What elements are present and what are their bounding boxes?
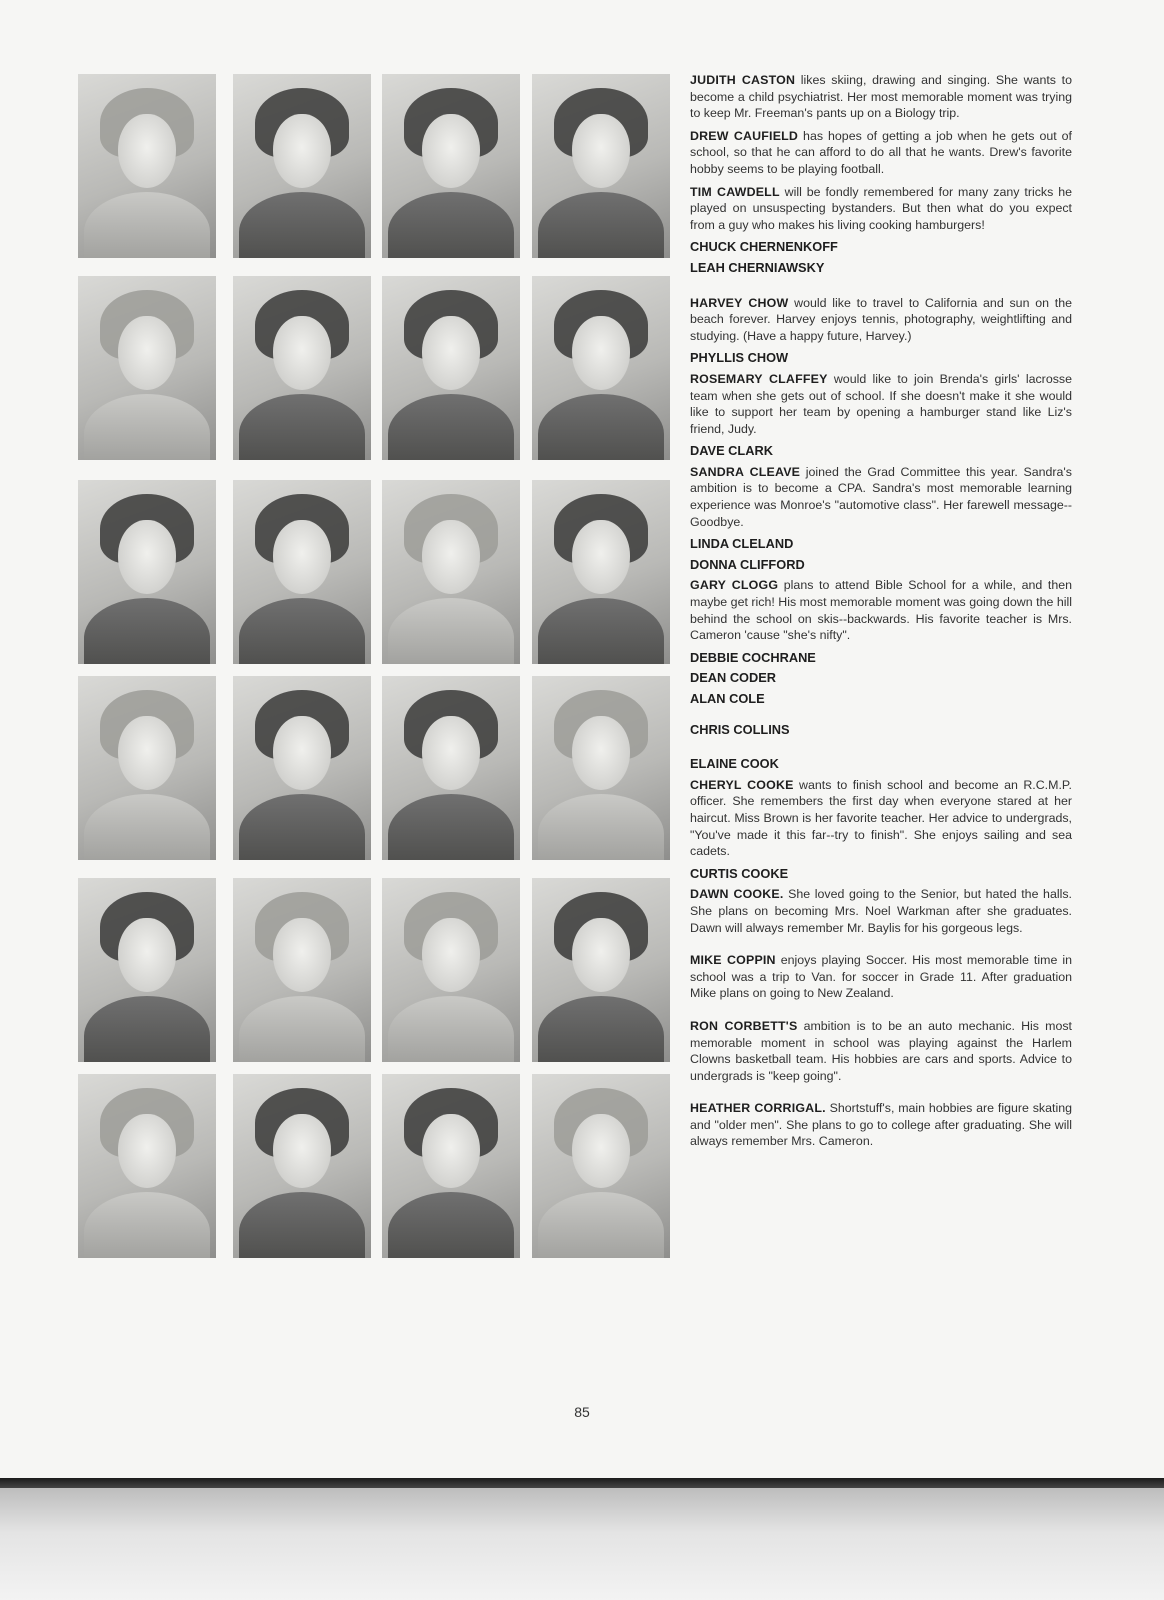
portrait-photo (233, 1074, 371, 1258)
portrait-photo (233, 74, 371, 258)
portrait-photo (233, 480, 371, 664)
portrait-photo (382, 878, 520, 1062)
student-name: DEAN CODER (690, 670, 777, 686)
student-name: CHRIS COLLINS (690, 721, 790, 737)
portrait-photo (532, 480, 670, 664)
photo-grid (78, 74, 688, 1289)
student-name: ROSEMARY CLAFFEY (690, 371, 828, 386)
student-name: DONNA CLIFFORD (690, 556, 805, 572)
portrait-photo (78, 676, 216, 860)
portrait-photo (233, 676, 371, 860)
student-name: LINDA CLELAND (690, 536, 794, 552)
student-name: HEATHER CORRIGAL. (690, 1101, 826, 1116)
portrait-photo (233, 276, 371, 460)
student-bios (690, 72, 1072, 1156)
bio-entry (690, 295, 1072, 345)
book-binding-edge (0, 1478, 1164, 1488)
student-name: DAVE CLARK (690, 443, 773, 459)
bio-entry (690, 1100, 1072, 1150)
student-name: SANDRA CLEAVE (690, 464, 801, 479)
bio-text: likes skiing, drawing and singing. She wants to become a child psychiatrist. Her most memorable moment was trying to keep Mr. Freeman's pants up on a Biology trip. (690, 73, 1072, 121)
portrait-photo (382, 480, 520, 664)
portrait-photo (78, 1074, 216, 1258)
page-number: 85 (574, 1404, 590, 1420)
portrait-photo (532, 276, 670, 460)
bio-entry (690, 1018, 1072, 1084)
bio-entry (690, 128, 1072, 178)
portrait-photo (532, 1074, 670, 1258)
student-name: DAWN COOKE. (690, 887, 784, 902)
portrait-photo (78, 74, 216, 258)
portrait-photo (78, 276, 216, 460)
bio-text: would like to travel to California and sun on the beach forever. Harvey enjoys tennis, photography, weightlifting and studying. (Have a happy future, Harvey.) (690, 295, 1072, 343)
portrait-photo (233, 878, 371, 1062)
scanner-margin (0, 1488, 1164, 1600)
portrait-photo (382, 276, 520, 460)
bio-entry (690, 952, 1072, 1002)
bio-entry (690, 577, 1072, 643)
student-name: ALAN COLE (690, 691, 765, 706)
portrait-photo (382, 74, 520, 258)
student-name: LEAH CHERNIAWSKY (690, 259, 825, 275)
portrait-photo (78, 878, 216, 1062)
student-name: CHUCK CHERNENKOFF (690, 239, 838, 255)
bio-text: Shortstuff's, main hobbies are figure skating and "older men". She plans to go to college after graduating. She will always remember Mrs. Cameron. (690, 1101, 1072, 1149)
portrait-photo (532, 676, 670, 860)
student-name: PHYLLIS CHOW (690, 350, 789, 366)
bio-entry (690, 184, 1072, 234)
portrait-photo (78, 480, 216, 664)
student-name: DEBBIE COCHRANE (690, 649, 816, 665)
student-name: MIKE COPPIN (690, 953, 776, 968)
student-name: CHERYL COOKE (690, 777, 794, 792)
bio-text: will be fondly remembered for many zany tricks he played on unsuspecting bystanders. But then what do you expect from a guy who makes his living cooking hamburgers! (690, 184, 1072, 232)
bio-entry (690, 371, 1072, 437)
student-name: DREW CAUFIELD (690, 128, 799, 143)
student-name: JUDITH CASTON (690, 73, 796, 87)
portrait-photo (532, 878, 670, 1062)
student-name: CURTIS COOKE (690, 865, 789, 881)
bio-entry (690, 886, 1072, 936)
student-name: HARVEY CHOW (690, 295, 789, 310)
student-name: TIM CAWDELL (690, 184, 780, 199)
bio-text: ambition is to be an auto mechanic. His most memorable moment in school was playing against the Harlem Clowns basketball team. His hobbies are cars and sports. Advice to undergrads is "keep going". (690, 1018, 1072, 1083)
portrait-photo (382, 676, 520, 860)
portrait-photo (382, 1074, 520, 1258)
student-name: RON CORBETT'S (690, 1018, 798, 1033)
bio-text: enjoys playing Soccer. His most memorable time in school was a trip to Van. for soccer in Grade 11. After graduation Mike plans on going to New Zealand. (690, 953, 1072, 1001)
bio-text: would like to join Brenda's girls' lacrosse team when she gets out of school. If she doesn't make it she would like to support her team by opening a hamburger stand like Liz's friend, Judy. (690, 371, 1072, 436)
portrait-photo (532, 74, 670, 258)
bio-text: She loved going to the Senior, but hated the halls. She plans on becoming Mrs. Noel Warkman after she graduates. Dawn will always remember Mr. Baylis for his gorgeous legs. (690, 887, 1072, 935)
student-name: ELAINE COOK (690, 756, 779, 772)
bio-entry (690, 72, 1072, 122)
bio-text: plans to attend Bible School for a while, and then maybe get rich! His most memorable moment was going down the hill behind the school on skis--backwards. His favorite teacher is Mrs. Cameron 'cause "she's nifty". (690, 578, 1072, 643)
bio-entry (690, 777, 1072, 860)
bio-text: joined the Grad Committee this year. Sandra's ambition is to become a CPA. Sandra's most memorable learning experience was Monroe's "automotive class". Her farewell message--Goodbye. (690, 464, 1072, 529)
bio-entry (690, 464, 1072, 530)
student-name: GARY CLOGG (690, 578, 779, 593)
bio-text: wants to finish school and become an R.C.M.P. officer. She remembers the first day when everyone stared at her haircut. Miss Brown is her favorite teacher. Her advice to undergrads, "You've made it this far--try to finish". She enjoys sailing and sea cadets. (690, 777, 1072, 859)
bio-text: has hopes of getting a job when he gets out of school, so that he can afford to do all that he wants. Drew's favorite hobby seems to be playing football. (690, 128, 1072, 176)
